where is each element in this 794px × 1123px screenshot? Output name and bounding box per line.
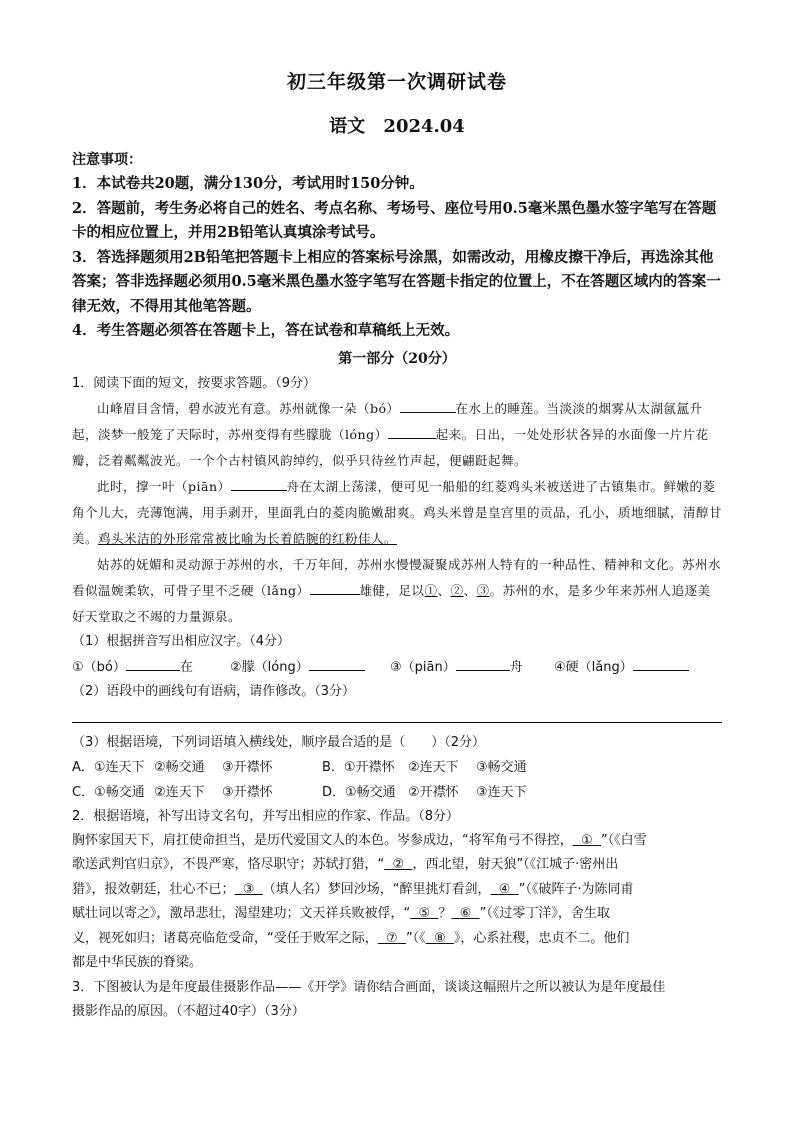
pinyin-item: ②朦（lóng） [230,654,390,680]
option-a: A．①连天下 [72,759,145,775]
subject-label: 语文 [329,116,366,137]
option-text: ③连天下 [476,784,527,800]
question-3-line: 3．下图被认为是年度最佳摄影作品——《开学》请你结合画面，谈谈这幅照片之所以被认为是年度最佳 [72,979,666,995]
answer-line [72,722,722,731]
reading-passage [72,396,722,630]
answer-blank [400,396,456,413]
poem-blank-8: ⑧ [433,930,446,946]
answer-blank [310,578,360,595]
notice-heading: 注意事项： [72,152,142,168]
poem-line: 猎》，报效朝廷，壮心不已； ③ （填人名）梦回沙场，“醉里挑灯看剑， ④ ”（《破阵子·为陈同甫 [72,881,634,897]
pinyin-item: ④硬（lǎng） [554,654,722,680]
option-text: ③开襟怀 [222,784,273,800]
fill-blank-2: ② [450,582,464,598]
poem-line: 都是中华民族的脊梁。 [72,955,203,970]
question-3 [72,976,722,1025]
poem-line: 赋壮词以寄之》，激昂悲壮，渴望建功；文天祥兵败被俘，“ ⑤ ？ ⑥ ”（《过零丁洋》，舍生取 [72,906,610,921]
poem-fill-passage [72,829,722,976]
fill-blank-1: ① [424,582,438,598]
option-d: D．①畅交通 [322,784,396,800]
exam-title: 初三年级第一次调研试卷 [286,71,507,93]
exam-date: 2024.04 [383,116,465,137]
poem-blank-6: ⑥ [459,906,472,921]
option-c: C．①畅交通 [72,784,145,800]
option-text: ②连天下 [408,759,459,775]
passage-paragraph-2: 此时，撑一叶（piān） 舟在太湖上荡漾，便可见一船船的红菱鸡头米被送进了古镇集市。鲜嫩的菱角个儿大，壳薄饱满，用手剥开，里面乳白的菱肉脆嫩甜爽。鸡头米曾是皇宫里的贡品，孔小，质地细腻，清醇甘美。鸡头米洁的外形常常被比喻为长着皓腕的红粉佳人。 [72,474,722,552]
poem-line: 义，视死如归；诸葛亮临危受命，“受任于败军之际， ⑦ ”（《 ⑧ 》，心系社稷，忠贞不二。他们 [72,930,630,946]
sub-question-2: （2）语段中的画线句有语病，请作修改。（3分） [72,683,356,699]
pinyin-item: ③（piān） 舟 [390,654,554,680]
pinyin-item: ①（bó） 在 [72,654,230,680]
pinyin-answer-row [72,654,722,680]
poem-line: 歌送武判官归京》，不畏严寒，恪尽职守；苏轼打猎，“ ② ，西北望，射天狼”（《江城子·密州出 [72,857,619,872]
option-row [72,755,722,780]
passage-paragraph-1: 山峰眉目含情，碧水波光有意。苏州就像一朵（bó） 在水上的睡莲。当淡淡的烟雾从太湖氤氲升起，淡梦一般笼了天际时，苏州变得有些朦胧（lóng） 起来。日出，一处处形状各异的水面像一片片花瓣，泛着粼粼波光。一个个古村镇风韵绰约，似乎只待丝竹声起，便翩跹起舞。 [72,396,722,474]
option-text: ②开襟怀 [408,784,459,800]
fill-blank-3: ③ [476,582,490,598]
sub-question-1: （1）根据拼音写出相应汉字。（4分） [72,633,291,649]
poem-blank-7: ⑦ [386,930,398,946]
poem-blank-1: ① [581,832,593,848]
option-text: ③畅交通 [476,759,527,775]
notice-item: 1．本试卷共20题，满分130分，考试用时150分钟。 [72,175,424,192]
exam-page [72,66,722,1025]
notice-item: 4．考生答题必须答在答题卡上，答在试卷和草稿纸上无效。 [72,322,460,339]
passage-paragraph-3: 姑苏的妩媚和灵动源于苏州的水，千万年间，苏州水慢慢凝聚成苏州人特有的一种品性、精神和文化。苏州水看似温婉柔软，可骨子里不乏硬（lǎng） 雄健，足以①、②、③。苏州的水，是多少年来苏州人追逐美好天堂取之不竭的力量源泉。 [72,556,722,624]
answer-blank [388,422,436,439]
option-row [72,780,722,805]
option-b: B．①开襟怀 [322,759,395,775]
option-text: ③开襟怀 [222,759,273,775]
poem-blank-5: ⑤ [418,906,431,921]
answer-blank [231,474,287,491]
notice-item: 2．答题前，考生务必将自己的姓名、考点名称、考场号、座位号用0.5毫米黑色墨水签字笔写在答题卡的相应位置上，并用2B铅笔认真填涂考试号。 [72,199,717,241]
question-1-stem: 1．阅读下面的短文，按要求答题。（9分） [72,375,317,391]
option-text: ②连天下 [154,784,205,800]
question-2-stem: 2．根据语境，补写出诗文名句，并写出相应的作家、作品。（8分） [72,808,460,824]
poem-blank-2: ② [392,857,405,872]
sub-question-3: （3）根据语境，下列词语填入横线处，顺序最合适的是（ ）（2分） [72,734,486,750]
poem-line: 胸怀家国天下，肩扛使命担当，是历代爱国文人的本色。岑参成边，“将军角弓不得控， ① ”（《白雪 [72,832,647,848]
question-3-line: 摄影作品的原因。（不超过40字）（3分） [72,1004,305,1019]
poem-blank-4: ④ [498,881,511,897]
poem-blank-3: ③ [242,881,255,897]
part1-title: 第一部分（20分） [338,350,456,367]
flawed-sentence: 鸡头米洁的外形常常被比喻为长着皓腕的红粉佳人。 [98,530,398,546]
notice-list [72,172,722,344]
option-text: ②畅交通 [154,759,205,775]
notice-item: 3．答选择题须用2B铅笔把答题卡上相应的答案标号涂黑，如需改动，用橡皮擦干净后，再选涂其他答案；答非选择题必须用0.5毫米黑色墨水签字笔写在答题卡指定的位置上，不在答题区域内的答案一律无效，不得用其他笔答题。 [72,248,721,315]
exam-subtitle [72,112,722,142]
